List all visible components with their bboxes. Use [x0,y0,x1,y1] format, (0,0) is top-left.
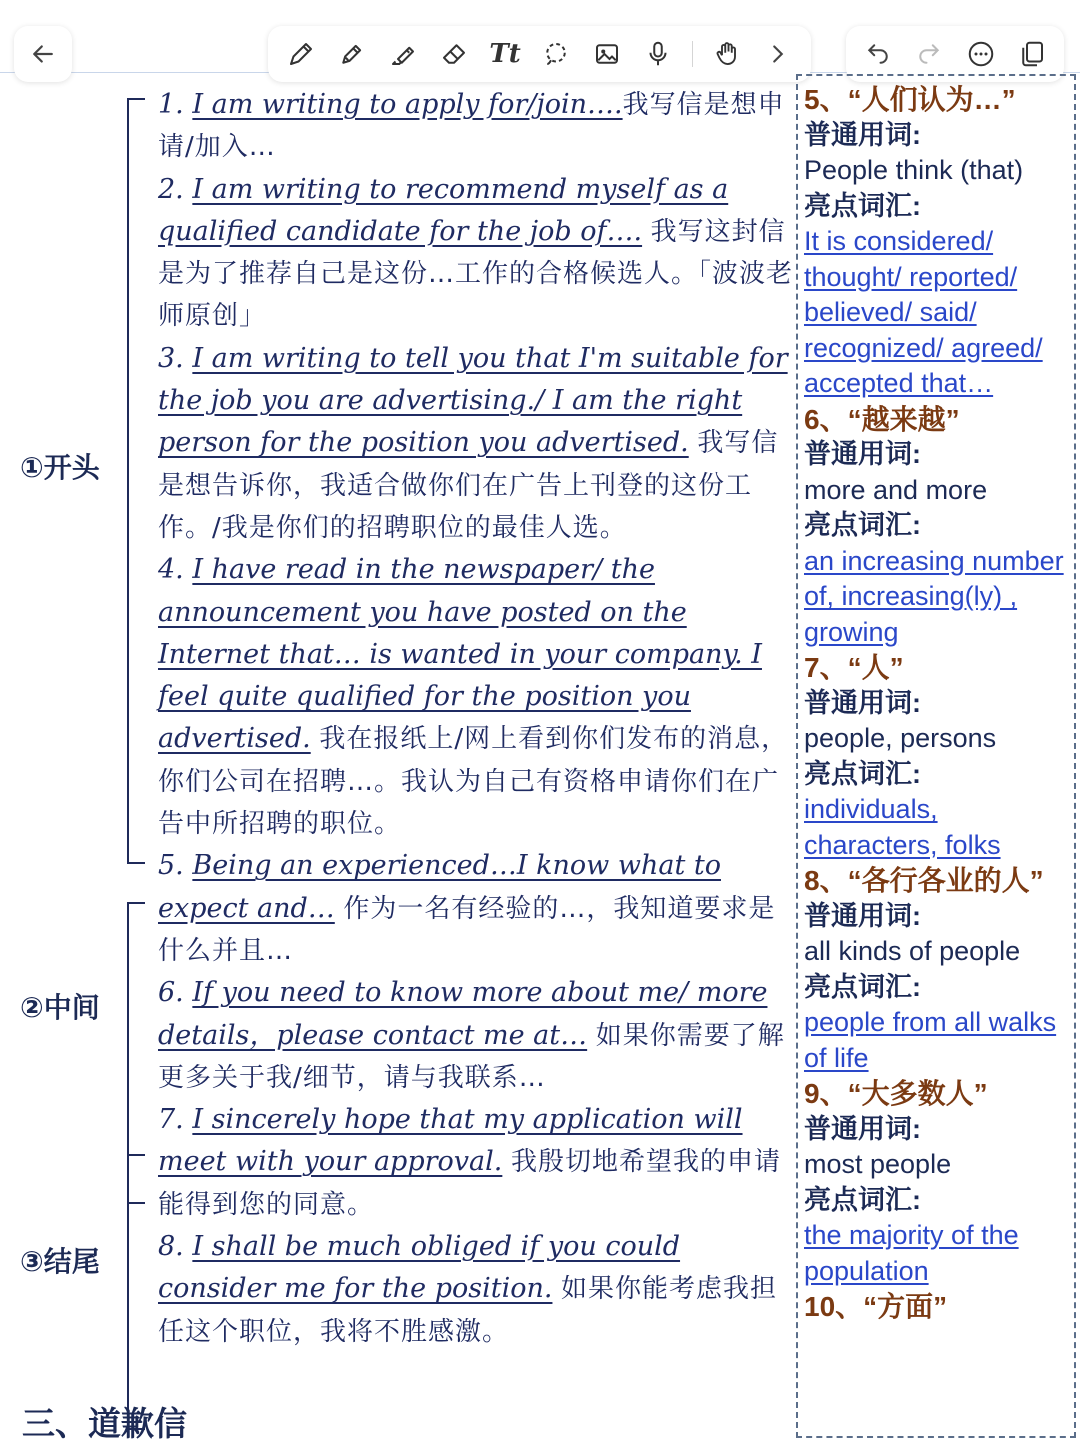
text-tool-icon[interactable]: Tt [489,39,521,69]
hand-icon[interactable] [710,37,744,71]
vocab-entry [804,1076,1074,1289]
pages-icon[interactable] [1015,37,1049,71]
common-words-label: 普通用词: [804,687,921,718]
vocab-title: 9、“大多数人” [804,1078,988,1109]
phrase-chinese: 我写这封信是为了推荐自己是这份…工作的合格候选人。「波波老师原创」 [158,216,794,332]
highlight-words: an increasing number of, increasing(ly) , growing [804,545,1064,647]
phrase-chinese: 我写信是想告诉你，我适合做你们在广告上刊登的这份工作。/我是你们的招聘职位的最佳人选。 [158,428,779,543]
common-words-label: 普通用词: [804,439,921,469]
common-words: most people [804,1149,952,1179]
phrase-english: I have read in the newspaper/ the announcement you have posted on the Internet that… is wanted in your company. I feel quite qualified for the position you advertised. [158,554,762,755]
vocab-title: 6、“越来越” [804,403,960,435]
common-words: more and more [804,474,988,505]
phrase-chinese: 作为一名有经验的…，我知道要求是什么并且… [158,893,776,966]
phrase-english: I am writing to recommend myself as a qualified candidate for the job of…. [158,173,729,247]
vocab-title: 10、“方面” [804,1291,948,1322]
drawing-tools-bar [268,26,811,82]
arrow-left-icon [26,37,60,71]
phrase-chinese: 我写信是想申请/加入… [158,90,785,163]
phrase-english: If you need to know more about me/ more details，please contact me at… [158,977,768,1051]
phrase-list [158,84,793,1353]
common-words: People think (that) [804,155,1024,185]
section-label-opening: ①开头 [20,451,100,484]
bracket-opening [127,98,145,864]
phrase-chinese: 如果你需要了解更多关于我/细节，请与我联系… [158,1020,785,1093]
undo-icon[interactable] [861,37,895,71]
phrase-chinese: 我殷切地希望我的申请能得到您的同意。 [158,1147,781,1220]
phrase-chinese: 如果你能考虑我担任这个职位，我将不胜感激。 [158,1274,778,1347]
redo-icon[interactable] [912,37,946,71]
phrase-english: I shall be much obliged if you could consider me for the position. [158,1231,681,1305]
phrase-english: I am writing to apply for/join…. [192,89,623,120]
common-words: all kinds of people [804,936,1021,966]
vocab-title: 7、“人” [804,652,904,683]
vocab-title: 5、“人们认为…” [804,84,1016,115]
pencil-icon[interactable] [335,37,369,71]
phrase-item: 5. Being an experienced…I know what to expect and… 作为一名有经验的…，我知道要求是什么并且… [158,850,776,966]
section-label-closing: ③结尾 [20,1245,100,1278]
highlight-words: people from all walks of life [804,1007,1057,1073]
common-words-label: 普通用词: [804,119,921,150]
vocab-entry [804,650,1074,863]
common-words-label: 普通用词: [804,900,921,931]
phrase-item: 8. I shall be much obliged if you could consider me for the position. 如果你能考虑我担任这个职位，我将不胜感激。 [158,1231,778,1347]
highlighter-icon[interactable] [386,37,420,71]
vocab-entry [804,402,1074,651]
highlight-words: the majority of the population [804,1220,1019,1286]
more-icon[interactable] [964,37,998,71]
vocab-entry [804,82,1074,402]
highlight-words-label: 亮点词汇: [804,758,921,789]
phrase-english: Being an experienced…I know what to expect and… [158,850,721,924]
notes-left-column [0,80,795,1440]
microphone-icon[interactable] [641,37,675,71]
phrase-item: 7. I sincerely hope that my application will meet with your approval. 我殷切地希望我的申请能得到您的同意。 [158,1104,781,1220]
lasso-icon[interactable] [539,37,573,71]
phrase-item: 4. I have read in the newspaper/ the announcement you have posted on the Internet that… is wanted in your company. I feel quite qualified for the position you advertised. 我在报纸上/网上看到你们发布的消息，你们公司在招聘…。我认为自己有资格申请你们在广告中所招聘的职位。 [158,554,789,840]
vocab-title: 8、“各行各业的人” [804,865,1044,896]
phrase-english: I sincerely hope that my application will meet with your approval. [158,1104,743,1178]
phrase-item: 2. I am writing to recommend myself as a qualified candidate for the job of…. 我写这封信是为了推荐自己是这份…工作的合格候选人。「波波老师原创」 [158,173,794,332]
eraser-icon[interactable] [437,37,471,71]
highlight-words-label: 亮点词汇: [804,1184,921,1215]
common-words: people, persons [804,723,997,753]
pen-icon[interactable] [284,37,318,71]
highlight-words-label: 亮点词汇: [804,190,921,221]
phrase-english: I am writing to tell you that I'm suitable for the job you are advertising./ I am the right person for the position you advertised. [158,342,788,459]
section-heading-apology-letter: 三、道歉信 [22,1404,187,1443]
common-words-label: 普通用词: [804,1113,921,1144]
vocabulary-panel [796,74,1076,1438]
vocab-entry [804,863,1074,1076]
bracket-closing [127,1154,145,1430]
phrase-item: 1. I am writing to apply for/join….我写信是想申请/加入… [158,89,785,163]
phrase-item: 6. If you need to know more about me/ more details，please contact me at… 如果你需要了解更多关于我/细节，请与我联系… [158,977,785,1093]
highlight-words: It is considered/ thought/ reported/ believed/ said/ recognized/ agreed/ accepted that… [804,226,1043,398]
toolbar-separator [692,41,693,67]
image-icon[interactable] [590,37,624,71]
chevron-right-icon[interactable] [761,37,795,71]
highlight-words: individuals, characters, folks [804,794,1001,860]
highlight-words-label: 亮点词汇: [804,971,921,1002]
back-button[interactable] [14,26,72,82]
highlight-words-label: 亮点词汇: [804,510,921,540]
phrase-chinese: 我在报纸上/网上看到你们发布的消息，你们公司在招聘…。我认为自己有资格申请你们在广告中所招聘的职位。 [158,724,789,840]
section-label-middle: ②中间 [20,991,100,1024]
phrase-item: 3. I am writing to tell you that I'm suitable for the job you are advertising./ I am the right person for the position you advertised. 我写信是想告诉你，我适合做你们在广告上刊登的这份工作。/我是你们的招聘职位的最佳人选。 [158,342,788,543]
